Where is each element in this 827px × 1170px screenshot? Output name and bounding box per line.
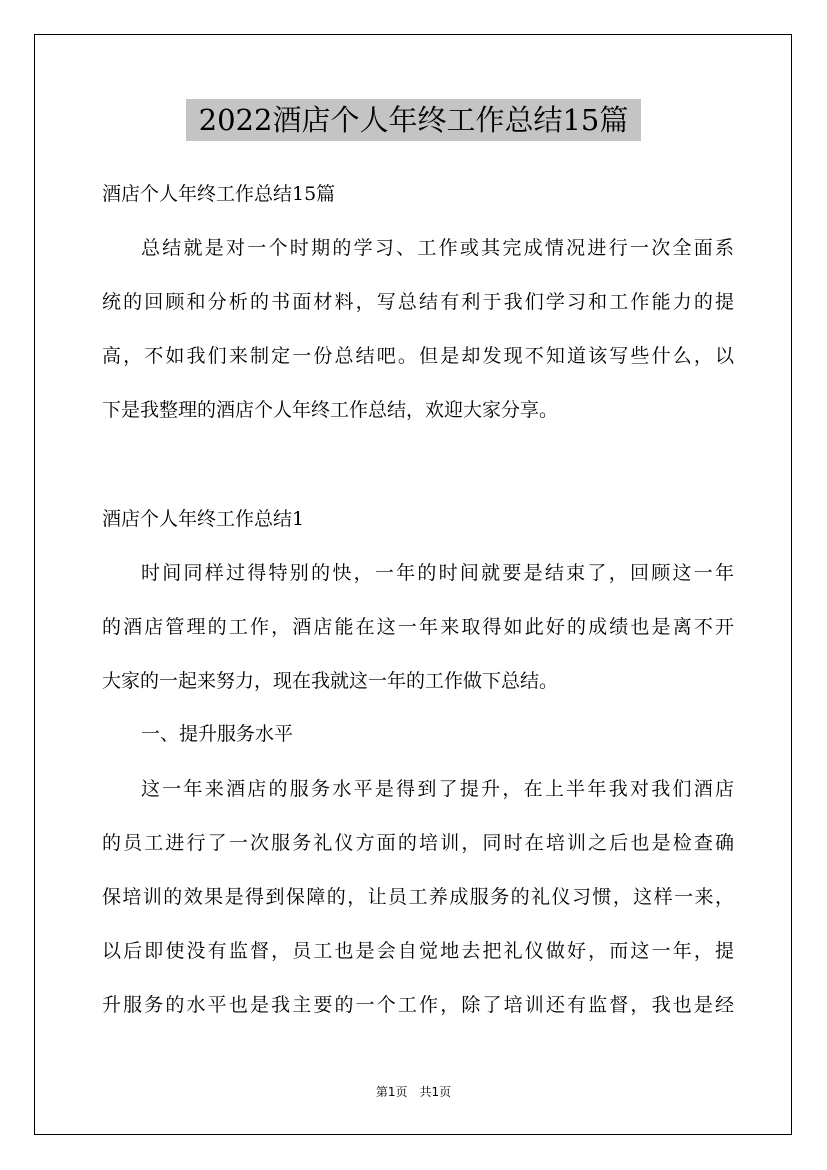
intro-line: 统的回顾和分析的书面材料，写总结有利于我们学习和工作能力的提 [102, 291, 734, 313]
paragraph-line: 以后即使没有监督，员工也是会自觉地去把礼仪做好，而这一年，提 [102, 940, 734, 962]
paragraph-line: 升服务的水平也是我主要的一个工作，除了培训还有监督，我也是经 [102, 994, 734, 1016]
document-subtitle: 酒店个人年终工作总结15篇 [102, 183, 336, 205]
intro-line: 下是我整理的酒店个人年终工作总结，欢迎大家分享。 [102, 399, 559, 421]
paragraph-line: 的员工进行了一次服务礼仪方面的培训，同时在培训之后也是检查确 [102, 832, 734, 854]
intro-line: 高，不如我们来制定一份总结吧。但是却发现不知道该写些什么，以 [102, 345, 734, 367]
paragraph-line: 保培训的效果是得到保障的，让员工养成服务的礼仪习惯，这样一来， [102, 886, 734, 908]
section-heading: 酒店个人年终工作总结1 [102, 508, 305, 530]
subheading: 一、提升服务水平 [141, 723, 294, 745]
paragraph-line: 时间同样过得特别的快，一年的时间就要是结束了，回顾这一年 [141, 562, 734, 584]
intro-line: 总结就是对一个时期的学习、工作或其完成情况进行一次全面系 [141, 237, 734, 259]
paragraph-line: 的酒店管理的工作，酒店能在这一年来取得如此好的成绩也是离不开 [102, 616, 734, 638]
paragraph-line: 大家的一起来努力，现在我就这一年的工作做下总结。 [102, 670, 559, 692]
document-title: 2022酒店个人年终工作总结15篇 [186, 99, 641, 141]
page-number-footer: 第1页 共1页 [375, 1085, 452, 1099]
paragraph-line: 这一年来酒店的服务水平是得到了提升，在上半年我对我们酒店 [141, 778, 734, 800]
